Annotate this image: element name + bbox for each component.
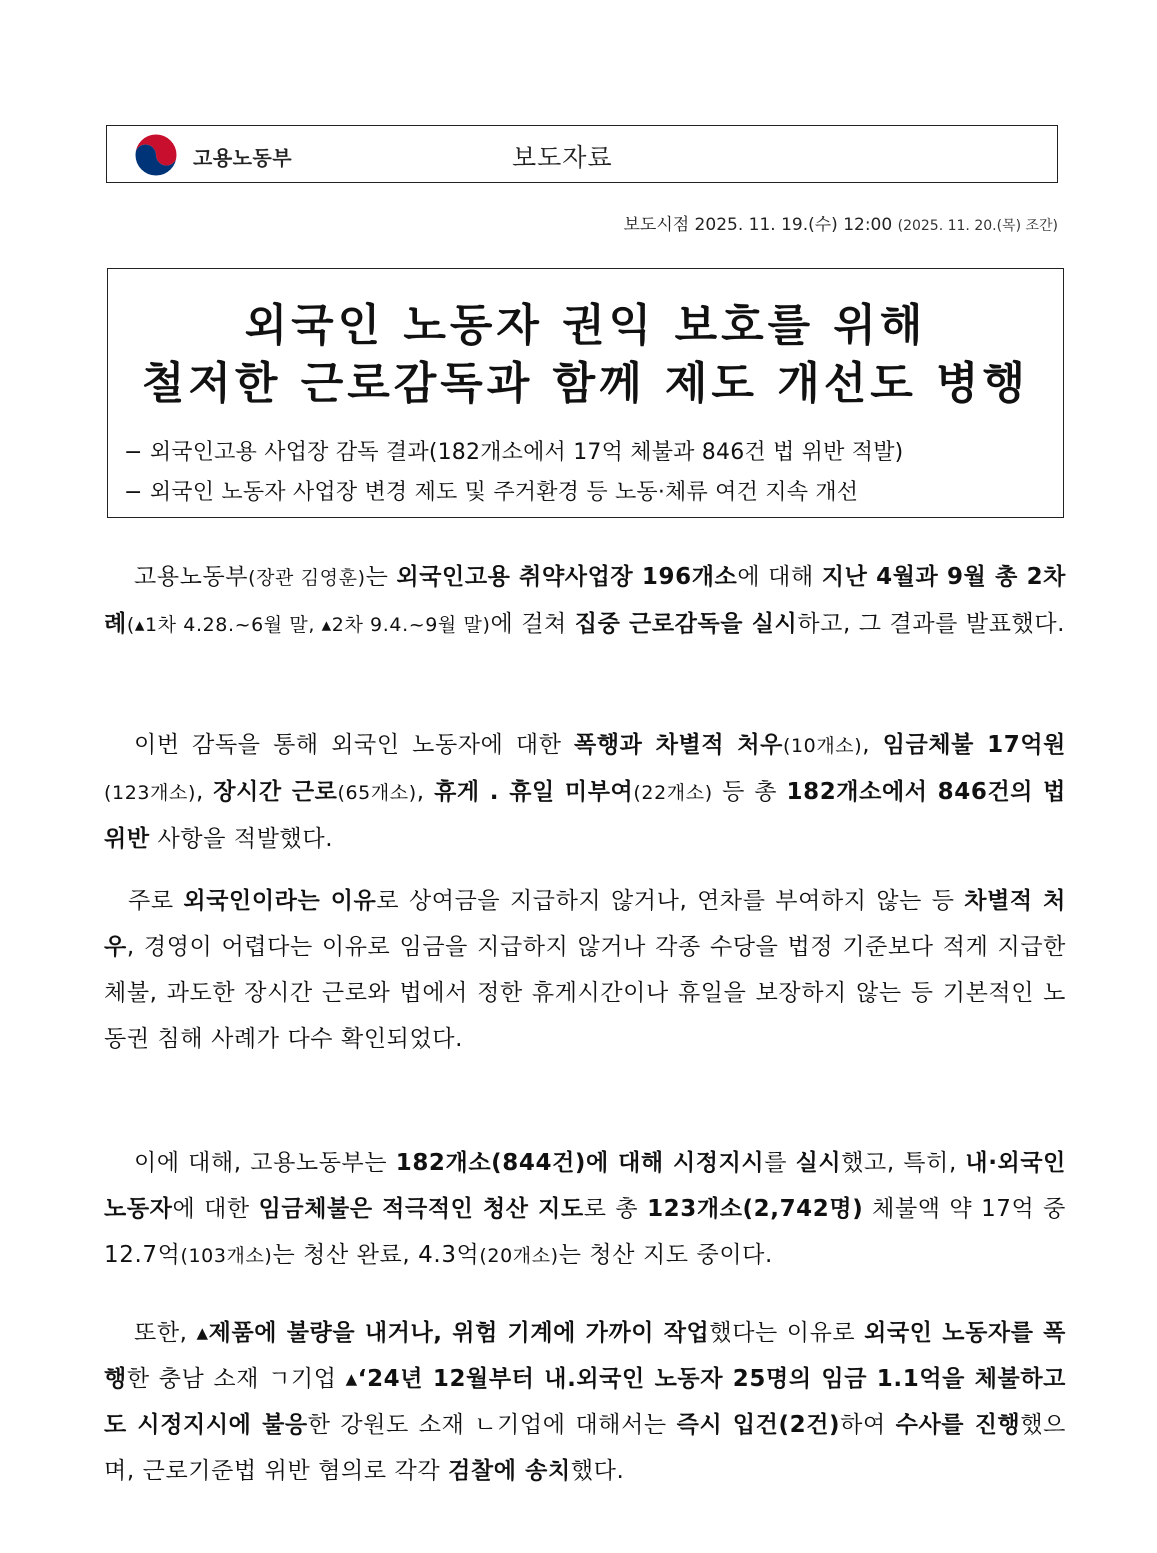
- p4-seg: 에 대한: [172, 1196, 259, 1222]
- p2-seg: ,: [416, 779, 435, 805]
- p4-seg: (103개소): [180, 1245, 273, 1267]
- ministry-name: 고용노동부: [193, 146, 293, 170]
- p4-seg: 를: [764, 1150, 796, 1176]
- p1-bold: 집중 근로감독을 실시: [574, 611, 798, 637]
- p1-seg: 하고, 그 결과를 발표했다.: [797, 611, 1066, 637]
- p5-bold: 수사를 진행: [895, 1412, 1021, 1438]
- p5-seg: 한 강원도 소재 ㄴ기업에 대해서는: [307, 1412, 677, 1438]
- p2-bold: 휴게 . 휴일 미부여: [434, 779, 634, 805]
- p4-seg: 는 청산 지도 중이다.: [558, 1242, 773, 1268]
- p2-seg: 사항을 적발했다.: [149, 826, 334, 852]
- p3-seg: 주로: [128, 888, 184, 914]
- p3-seg: , 경영이 어렵다는 이유로 임금을 지급하지 않거나 각종 수당을 법정 기준보다 적게 지급한 체불, 과도한 장시간 근로와 법에서 정한 휴게시간이나 휴일을 보장하지 않는 등 기본적인 노동권 침해 사례가 다수 확인되었다.: [104, 934, 1066, 1052]
- paragraph-5: [104, 1310, 1066, 1494]
- p3-bold: 외국인이라는 이유: [183, 888, 377, 914]
- title-box: [107, 268, 1064, 518]
- p5-seg: 또한, ▴: [134, 1320, 209, 1346]
- p1-seg: (장관 김영훈): [248, 567, 366, 589]
- p2-seg: (10개소): [782, 735, 863, 757]
- headline-line-1: 외국인 노동자 권익 보호를 위해: [244, 300, 927, 351]
- paragraph-4: [104, 1140, 1066, 1279]
- p3-seg: 로 상여금을 지급하지 않거나, 연차를 부여하지 않는 등: [376, 888, 965, 914]
- taegeuk-logo-icon: [133, 132, 179, 178]
- doc-type-label: 보도자료: [512, 143, 613, 172]
- p2-seg: (65개소): [337, 782, 417, 804]
- paragraph-2: [104, 722, 1066, 862]
- p5-seg: 했으며, 근로기준법 위반 혐의로 각각: [104, 1412, 1066, 1484]
- release-embargo: (2025. 11. 20.(목) 조간): [897, 218, 1058, 234]
- p1-seg: 에 대해: [737, 564, 822, 590]
- p4-seg: (20개소): [479, 1245, 559, 1267]
- p5-bold: 제품에 불량을 내거나, 위험 기계에 가까이 작업: [208, 1320, 710, 1346]
- header-box: [106, 125, 1058, 183]
- p5-bold: ‘24년 12월부터 내.외국인 노동자 25명의 임금 1.1억을 체불하고도 시정지시에 불응: [104, 1366, 1066, 1438]
- p1-seg: 에 걸쳐: [490, 611, 575, 637]
- p4-bold: 182개소(844건)에 대해 시정지시: [395, 1150, 765, 1176]
- p2-seg: (123개소): [104, 782, 196, 804]
- p2-bold: 장시간 근로: [213, 779, 338, 805]
- p2-bold: 임금체불 17억원: [882, 732, 1066, 758]
- p4-seg: 는 청산 완료, 4.3억: [272, 1242, 480, 1268]
- p2-seg: 등 총: [712, 779, 787, 805]
- p4-bold: 임금체불은 적극적인 청산 지도: [258, 1196, 584, 1222]
- p1-bold: 지난 4월과 9월 총 2차례: [104, 564, 1067, 637]
- p5-seg: 하여: [840, 1412, 896, 1438]
- p4-bold: 내·외국인 노동자: [104, 1150, 1066, 1222]
- subtitle-2: − 외국인 노동자 사업장 변경 제도 및 주거환경 등 노동·체류 여건 지속 개선: [124, 480, 859, 505]
- p5-bold: 외국인 노동자를 폭행: [104, 1320, 1066, 1392]
- paragraph-1: [104, 554, 1066, 648]
- release-label: 보도시점 2025. 11. 19.(수) 12:00: [623, 215, 893, 235]
- p3-bold: 차별적 처우: [104, 888, 1066, 960]
- p4-seg: 체불액 약 17억 중 12.7억: [104, 1196, 1066, 1268]
- p1-seg: (▴1차 4.28.~6월 말, ▴2차 9.4.~9월 말): [126, 614, 491, 636]
- headline-line-2: 철저한 근로감독과 함께 제도 개선도 병행: [141, 358, 1030, 409]
- p2-seg: ,: [196, 779, 214, 805]
- p2-bold: 182개소에서 846건의 법 위반: [104, 779, 1067, 852]
- p4-seg: 이에 대해, 고용노동부는: [134, 1150, 396, 1176]
- p2-bold: 폭행과 차별적 처우: [574, 732, 783, 758]
- p5-bold: 즉시 입건(2건): [676, 1412, 841, 1438]
- p5-seg: 한 충남 소재 ㄱ기업 ▴: [126, 1366, 358, 1392]
- paragraph-3: [104, 878, 1066, 1062]
- p5-seg: 했다.: [570, 1458, 625, 1484]
- p2-seg: (22개소): [633, 782, 713, 804]
- p1-seg: 는: [365, 564, 397, 590]
- p1-seg: 고용노동부: [134, 564, 249, 590]
- p4-bold: 123개소(2,742명): [647, 1196, 864, 1222]
- p5-bold: 검찰에 송치: [448, 1458, 571, 1484]
- p2-seg: ,: [862, 732, 883, 758]
- subtitle-1: − 외국인고용 사업장 감독 결과(182개소에서 17억 체불과 846건 법 위반 적발): [124, 440, 904, 465]
- release-time: [623, 210, 1058, 235]
- p4-seg: 로 총: [583, 1196, 648, 1222]
- p2-seg: 이번 감독을 통해 외국인 노동자에 대한: [134, 732, 575, 758]
- p4-bold: 실시: [795, 1150, 842, 1176]
- p1-bold: 외국인고용 취약사업장 196개소: [396, 564, 738, 590]
- p4-seg: 했고, 특히,: [841, 1150, 966, 1176]
- p5-seg: 했다는 이유로: [709, 1320, 865, 1346]
